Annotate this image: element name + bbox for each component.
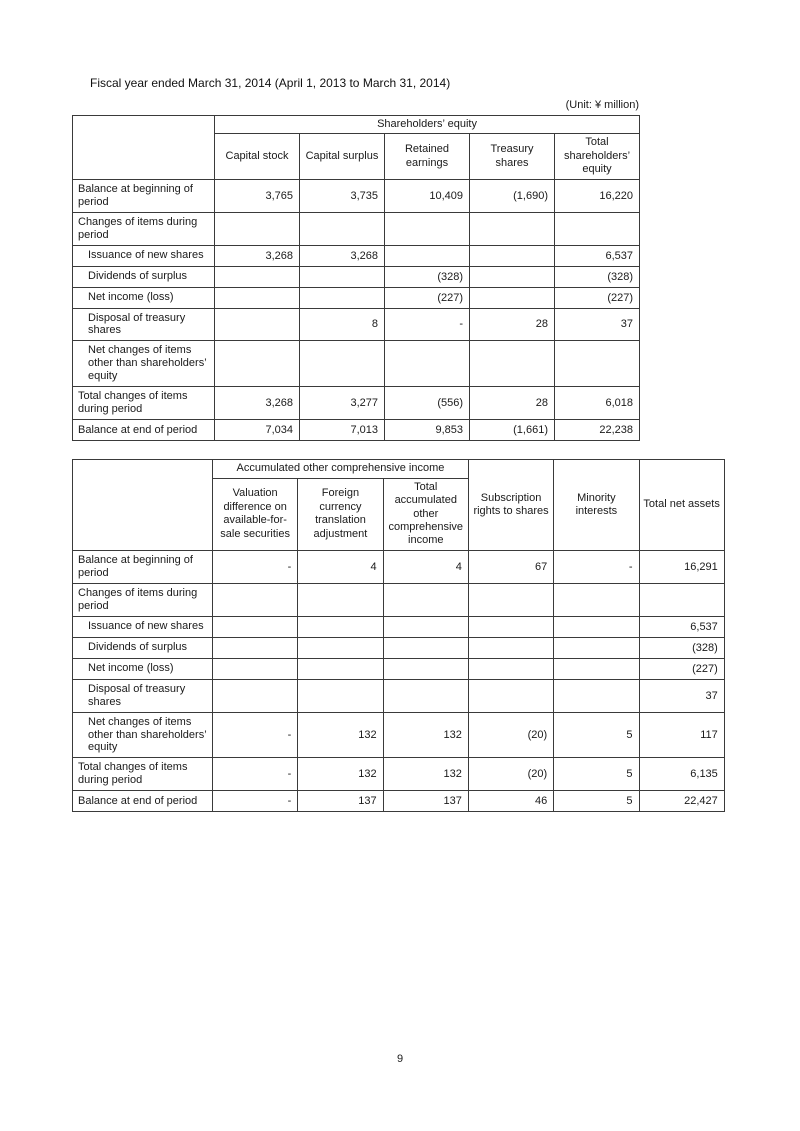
value-cell: 8 xyxy=(300,308,385,341)
value-cell: 3,765 xyxy=(215,179,300,212)
value-cell: - xyxy=(213,791,298,812)
col-header-foreign-currency-translation: Foreign currency translation adjustment xyxy=(298,478,383,550)
value-cell: 6,537 xyxy=(555,245,640,266)
value-cell: 22,238 xyxy=(555,420,640,441)
unit-note: (Unit: ¥ million) xyxy=(565,99,639,111)
value-cell: 3,735 xyxy=(300,179,385,212)
row-label: Total changes of items during period xyxy=(73,387,215,420)
col-header-total-shareholders-equity: Total shareholders’ equity xyxy=(555,134,640,179)
value-cell xyxy=(639,583,724,616)
value-cell xyxy=(213,616,298,637)
value-cell xyxy=(298,583,383,616)
group-header-row xyxy=(73,116,640,134)
group-header-accumulated-oci: Accumulated other comprehensive income xyxy=(213,460,469,478)
value-cell xyxy=(468,616,553,637)
value-cell xyxy=(213,637,298,658)
col-header-treasury-shares: Treasury shares xyxy=(470,134,555,179)
value-cell xyxy=(215,212,300,245)
value-cell: 4 xyxy=(298,550,383,583)
value-cell: (1,690) xyxy=(470,179,555,212)
shareholders-equity-table-header xyxy=(73,116,640,180)
value-cell xyxy=(383,616,468,637)
value-cell xyxy=(298,637,383,658)
value-cell xyxy=(215,287,300,308)
value-cell xyxy=(215,308,300,341)
value-cell: 7,013 xyxy=(300,420,385,441)
value-cell: 16,220 xyxy=(555,179,640,212)
table-row xyxy=(73,179,640,212)
document-content xyxy=(72,76,752,812)
value-cell: 6,537 xyxy=(639,616,724,637)
value-cell: (556) xyxy=(385,387,470,420)
value-cell xyxy=(554,583,639,616)
value-cell: (227) xyxy=(385,287,470,308)
value-cell xyxy=(385,341,470,387)
table-row xyxy=(73,712,725,758)
row-label: Changes of items during period xyxy=(73,212,215,245)
value-cell: 137 xyxy=(298,791,383,812)
value-cell: 132 xyxy=(383,712,468,758)
col-header-capital-stock: Capital stock xyxy=(215,134,300,179)
table-row xyxy=(73,550,725,583)
value-cell: - xyxy=(213,550,298,583)
value-cell: 117 xyxy=(639,712,724,758)
shareholders-equity-table xyxy=(72,115,640,441)
value-cell xyxy=(470,341,555,387)
row-label: Issuance of new shares xyxy=(73,616,213,637)
value-cell xyxy=(383,658,468,679)
col-header-retained-earnings: Retained earnings xyxy=(385,134,470,179)
value-cell xyxy=(554,679,639,712)
group-header-shareholders-equity: Shareholders’ equity xyxy=(215,116,640,134)
value-cell: (1,661) xyxy=(470,420,555,441)
value-cell xyxy=(470,212,555,245)
value-cell: (227) xyxy=(639,658,724,679)
value-cell: 28 xyxy=(470,387,555,420)
value-cell xyxy=(383,583,468,616)
value-cell: - xyxy=(554,550,639,583)
document-title: Fiscal year ended March 31, 2014 (April 1, 2013 to March 31, 2014) xyxy=(90,76,451,90)
row-label: Changes of items during period xyxy=(73,583,213,616)
value-cell xyxy=(470,245,555,266)
value-cell: 4 xyxy=(383,550,468,583)
value-cell xyxy=(468,658,553,679)
value-cell: 7,034 xyxy=(215,420,300,441)
value-cell xyxy=(298,658,383,679)
value-cell xyxy=(213,658,298,679)
col-header-subscription-rights: Subscription rights to shares xyxy=(468,460,553,550)
row-label: Total changes of items during period xyxy=(73,758,213,791)
value-cell xyxy=(554,637,639,658)
value-cell: 3,268 xyxy=(300,245,385,266)
row-label: Balance at end of period xyxy=(73,420,215,441)
value-cell: 6,018 xyxy=(555,387,640,420)
value-cell xyxy=(555,212,640,245)
value-cell: 3,268 xyxy=(215,245,300,266)
value-cell xyxy=(554,658,639,679)
row-label: Disposal of treasury shares xyxy=(73,679,213,712)
row-label: Balance at beginning of period xyxy=(73,550,213,583)
table-row xyxy=(73,420,640,441)
value-cell: 5 xyxy=(554,758,639,791)
value-cell xyxy=(554,616,639,637)
value-cell: (20) xyxy=(468,712,553,758)
value-cell: 28 xyxy=(470,308,555,341)
value-cell xyxy=(300,341,385,387)
col-header-total-net-assets: Total net assets xyxy=(639,460,724,550)
value-cell: - xyxy=(385,308,470,341)
col-header-capital-surplus: Capital surplus xyxy=(300,134,385,179)
table-row xyxy=(73,758,725,791)
value-cell xyxy=(385,212,470,245)
value-cell xyxy=(215,266,300,287)
row-label: Net income (loss) xyxy=(73,287,215,308)
value-cell xyxy=(468,637,553,658)
shareholders-equity-table-body xyxy=(73,179,640,441)
page-number: 9 xyxy=(396,1053,404,1065)
table-row xyxy=(73,583,725,616)
table-row xyxy=(73,658,725,679)
value-cell xyxy=(300,266,385,287)
value-cell xyxy=(383,637,468,658)
table-row xyxy=(73,245,640,266)
value-cell xyxy=(298,616,383,637)
row-label: Net changes of items other than shareholders’ equity xyxy=(73,341,215,387)
row-label: Issuance of new shares xyxy=(73,245,215,266)
row-label: Dividends of surplus xyxy=(73,266,215,287)
row-label-header-blank xyxy=(73,460,213,550)
value-cell: 67 xyxy=(468,550,553,583)
row-label: Net income (loss) xyxy=(73,658,213,679)
table-row xyxy=(73,266,640,287)
value-cell: 10,409 xyxy=(385,179,470,212)
value-cell: 5 xyxy=(554,791,639,812)
value-cell xyxy=(213,583,298,616)
row-label: Net changes of items other than shareholders’ equity xyxy=(73,712,213,758)
row-label: Dividends of surplus xyxy=(73,637,213,658)
row-label: Balance at beginning of period xyxy=(73,179,215,212)
value-cell xyxy=(300,212,385,245)
value-cell: 46 xyxy=(468,791,553,812)
table-row xyxy=(73,308,640,341)
value-cell: 132 xyxy=(298,712,383,758)
value-cell xyxy=(470,266,555,287)
net-assets-table-body xyxy=(73,550,725,812)
value-cell xyxy=(555,341,640,387)
value-cell: 5 xyxy=(554,712,639,758)
row-label: Balance at end of period xyxy=(73,791,213,812)
col-header-minority-interests: Minority interests xyxy=(554,460,639,550)
value-cell: 132 xyxy=(298,758,383,791)
value-cell: 16,291 xyxy=(639,550,724,583)
table-row xyxy=(73,637,725,658)
value-cell: 37 xyxy=(555,308,640,341)
value-cell xyxy=(300,287,385,308)
value-cell: (328) xyxy=(555,266,640,287)
value-cell: (227) xyxy=(555,287,640,308)
value-cell: 9,853 xyxy=(385,420,470,441)
table-row xyxy=(73,616,725,637)
value-cell: 6,135 xyxy=(639,758,724,791)
value-cell xyxy=(215,341,300,387)
net-assets-table-header xyxy=(73,460,725,550)
table-row xyxy=(73,212,640,245)
value-cell: - xyxy=(213,758,298,791)
value-cell xyxy=(385,245,470,266)
value-cell: 3,268 xyxy=(215,387,300,420)
value-cell xyxy=(470,287,555,308)
row-label: Disposal of treasury shares xyxy=(73,308,215,341)
group-header-row xyxy=(73,460,725,478)
value-cell: 137 xyxy=(383,791,468,812)
value-cell: (20) xyxy=(468,758,553,791)
value-cell xyxy=(298,679,383,712)
table-row xyxy=(73,341,640,387)
table-row xyxy=(73,387,640,420)
value-cell: (328) xyxy=(639,637,724,658)
table-row xyxy=(73,791,725,812)
value-cell xyxy=(383,679,468,712)
value-cell: - xyxy=(213,712,298,758)
value-cell: 37 xyxy=(639,679,724,712)
net-assets-table xyxy=(72,459,725,812)
value-cell: 3,277 xyxy=(300,387,385,420)
value-cell xyxy=(468,583,553,616)
value-cell xyxy=(468,679,553,712)
col-header-total-accumulated-oci: Total accumulated other comprehensive income xyxy=(383,478,468,550)
value-cell xyxy=(213,679,298,712)
value-cell: 132 xyxy=(383,758,468,791)
value-cell: (328) xyxy=(385,266,470,287)
row-label-header-blank xyxy=(73,116,215,180)
table-row xyxy=(73,679,725,712)
col-header-valuation-difference: Valuation difference on available-for-sale securities xyxy=(213,478,298,550)
value-cell: 22,427 xyxy=(639,791,724,812)
table-row xyxy=(73,287,640,308)
